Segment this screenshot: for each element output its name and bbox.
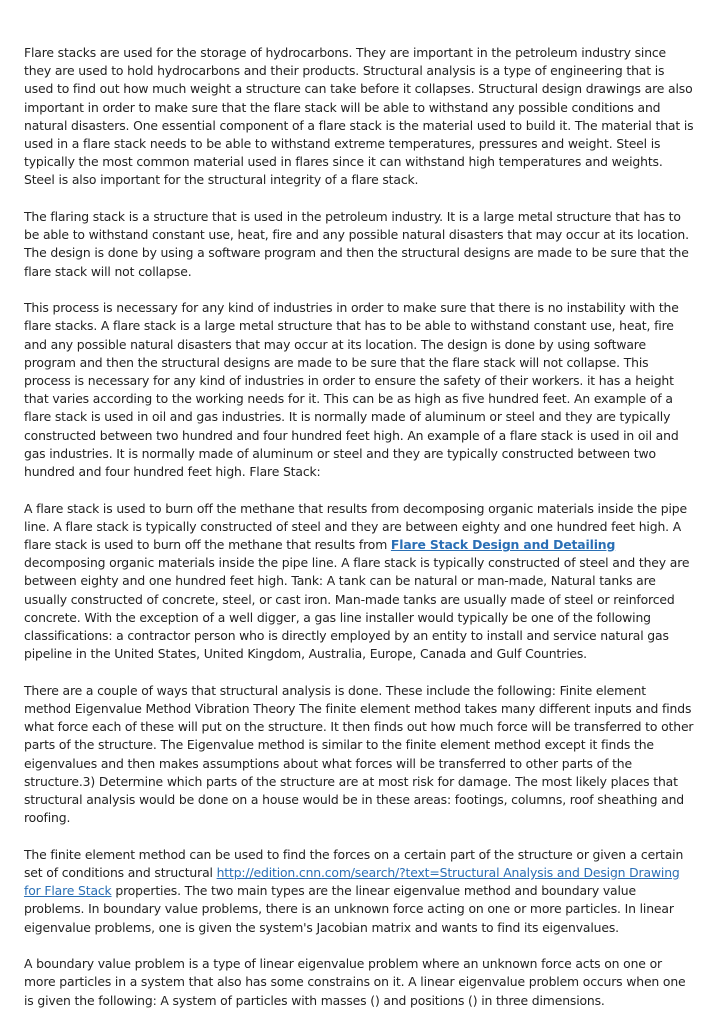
paragraph-text: properties. The two main types are the linear eigenvalue method and boundary value problems. In boundary value problems, there is an unknown force acting on one or more particles. In linear eigenvalue problems, one is given the system's Jacobian matrix and wants to find its eigenvalues. xyxy=(24,883,674,935)
paragraph: A boundary value problem is a type of linear eigenvalue problem where an unknown force acts on one or more particles in a system that also has some constrains on it. A linear eigenvalue problem occurs when one is given the following: A system of particles with masses () and positions () in three dimensions. xyxy=(24,956,686,1008)
paragraph: This process is necessary for any kind of industries in order to make sure that there is no instability with the flare stacks. A flare stack is a large metal structure that has to be able to withstand constant use, heat, fire and any possible natural disasters that may occur at its location. The design is done by using software program and then the structural designs are made to be sure that the flare stack will not collapse. This process is necessary for any kind of industries in order to ensure the safety of their workers. it has a height that varies according to the working needs for it. This can be as high as five hundred feet. An example of a flare stack is used in oil and gas industries. It is normally made of aluminum or steel and they are typically constructed between two hundred and four hundred feet high. An example of a flare stack is used in oil and gas industries. It is normally made of aluminum or steel and they are typically constructed between two hundred and four hundred feet high. Flare Stack: xyxy=(24,300,679,480)
paragraph: There are a couple of ways that structural analysis is done. These include the following: Finite element method Eigenvalue Method Vibration Theory The finite element method takes many different inputs and finds what force each of these will put on the structure. It then finds out how much force will be transferred to other parts of the structure. The Eigenvalue method is similar to the finite element method except it finds the eigenvalues and then makes assumptions about what forces will be transferred to other parts of the structure.3) Determine which parts of the structure are at most risk for damage. The most likely places that structural analysis would be done on a house would be in these areas: footings, columns, roof sheathing and roofing. xyxy=(24,682,694,826)
paragraph xyxy=(24,846,696,937)
cnn-search-link[interactable]: http://edition.cnn.com/search/?text=Structural Analysis and Design Drawing for Flare Stack xyxy=(24,865,680,899)
paragraph xyxy=(24,500,696,664)
paragraph: The flaring stack is a structure that is used in the petroleum industry. It is a large metal structure that has to be able to withstand constant use, heat, fire and any possible natural disasters that may occur at its location. The design is done by using a software program and then the structural designs are made to be sure that the flare stack will not collapse. xyxy=(24,209,689,279)
paragraph-text: A flare stack is used to burn off the methane that results from decomposing organic materials inside the pipe line. A flare stack is typically constructed of steel and they are between eighty and one hundred feet high. A flare stack is used to burn off the methane that results from xyxy=(24,500,687,553)
flare-stack-design-link[interactable]: Flare Stack Design and Detailing xyxy=(390,537,616,553)
paragraph-text: decomposing organic materials inside the pipe line. A flare stack is typically constructed of steel and they are between eighty and one hundred feet high. Tank: A tank can be natural or man-made, Natural tanks are usually constructed of concrete, steel, or cast iron. Man-made tanks are usually made of steel or reinforced concrete. With the exception of a well digger, a gas line installer would typically be one of the following classifications: a contractor person who is directly employed by an entity to install and service natural gas pipeline in the United States, United Kingdom, Australia, Europe, Canada and Gulf Countries. xyxy=(24,555,690,662)
paragraph: Flare stacks are used for the storage of hydrocarbons. They are important in the petroleum industry since they are used to hold hydrocarbons and their products. Structural analysis is a type of engineering that is used to find out how much weight a structure can take before it collapses. Structural design drawings are also important in order to make sure that the flare stack will be able to withstand any possible conditions and natural disasters. One essential component of a flare stack is the material used to build it. The material that is used in a flare stack needs to be able to withstand extreme temperatures, pressures and weight. Steel is typically the most common material used in flares since it can withstand high temperatures and weights. Steel is also important for the structural integrity of a flare stack. xyxy=(24,45,694,188)
paragraph-text: The finite element method can be used to find the forces on a certain part of the structure or given a certain set of conditions and structural xyxy=(24,846,684,881)
